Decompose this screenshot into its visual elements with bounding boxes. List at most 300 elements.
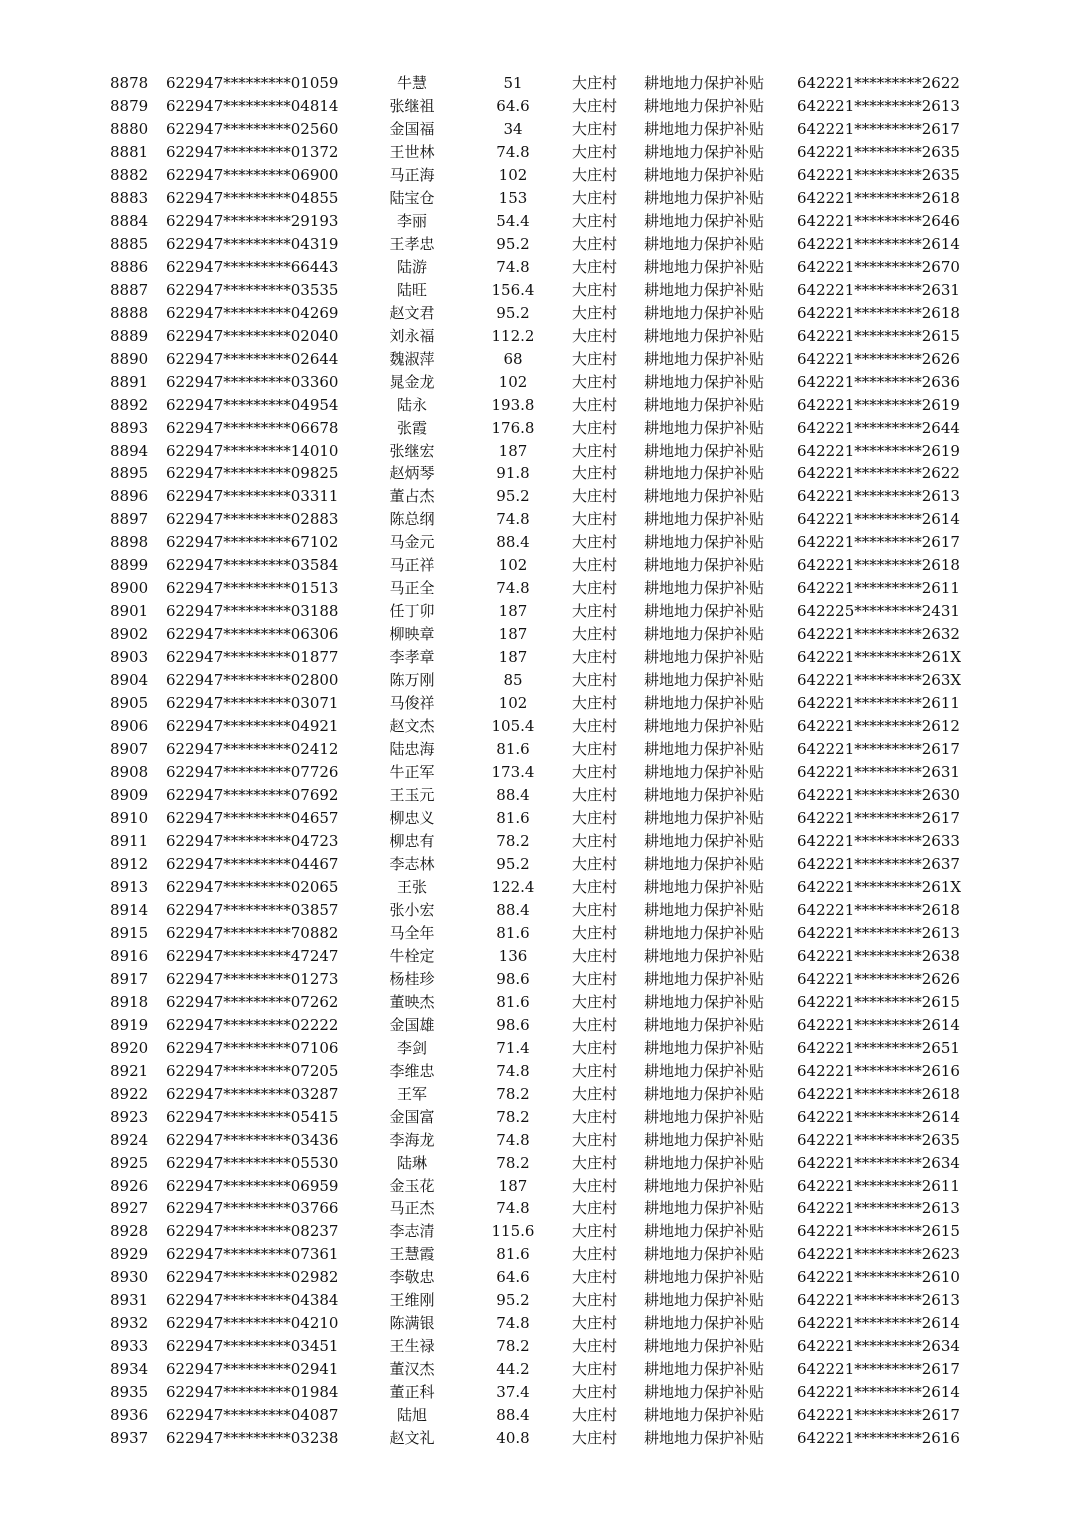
serial-number: 8883 <box>110 188 149 207</box>
serial-number: 8932 <box>110 1314 149 1333</box>
holder-name: 王军 <box>396 1084 427 1103</box>
village-name: 大庄村 <box>572 1153 618 1172</box>
table-row <box>0 761 1074 784</box>
subsidy-type: 耕地地力保护补贴 <box>644 464 765 483</box>
subsidy-amount: 88.4 <box>496 533 530 552</box>
subsidy-table <box>0 72 1074 1450</box>
table-row <box>0 417 1074 440</box>
account-number: 622947*********06306 <box>166 625 339 644</box>
id-number: 642221*********2632 <box>797 625 960 644</box>
holder-name: 赵文礼 <box>389 1429 435 1448</box>
village-name: 大庄村 <box>572 1314 618 1333</box>
serial-number: 8900 <box>110 579 149 598</box>
subsidy-amount: 115.6 <box>491 1222 535 1241</box>
subsidy-amount: 173.4 <box>491 763 535 782</box>
village-name: 大庄村 <box>572 1061 618 1080</box>
table-row <box>0 1312 1074 1335</box>
table-row <box>0 945 1074 968</box>
subsidy-type: 耕地地力保护补贴 <box>644 74 765 92</box>
account-number: 622947*********70882 <box>166 923 339 942</box>
holder-name: 金玉花 <box>389 1176 435 1195</box>
subsidy-amount: 64.6 <box>496 96 530 115</box>
village-name: 大庄村 <box>572 1383 618 1402</box>
account-number: 622947*********01273 <box>166 969 339 988</box>
subsidy-amount: 81.6 <box>496 1245 530 1264</box>
serial-number: 8895 <box>110 464 149 483</box>
serial-number: 8918 <box>110 992 149 1011</box>
serial-number: 8904 <box>110 671 149 690</box>
subsidy-amount: 88.4 <box>496 1406 530 1425</box>
subsidy-amount: 74.8 <box>496 510 530 529</box>
holder-name: 董占杰 <box>389 487 435 506</box>
id-number: 642221*********2651 <box>797 1038 960 1057</box>
table-row <box>0 440 1074 463</box>
table-row <box>0 118 1074 141</box>
village-name: 大庄村 <box>572 464 618 483</box>
holder-name: 牛慧 <box>396 74 427 92</box>
subsidy-type: 耕地地力保护补贴 <box>644 96 765 115</box>
holder-name: 杨桂珍 <box>389 969 435 988</box>
id-number: 642221*********2615 <box>797 1222 960 1241</box>
id-number: 642221*********2634 <box>797 1337 960 1356</box>
table-row <box>0 1175 1074 1198</box>
subsidy-type: 耕地地力保护补贴 <box>644 257 765 276</box>
table-row <box>0 1197 1074 1220</box>
subsidy-amount: 95.2 <box>496 303 530 322</box>
village-name: 大庄村 <box>572 188 618 207</box>
id-number: 642221*********2616 <box>797 1429 960 1448</box>
serial-number: 8910 <box>110 809 149 827</box>
table-row <box>0 830 1074 853</box>
subsidy-type: 耕地地力保护补贴 <box>644 1291 765 1310</box>
serial-number: 8891 <box>110 372 149 391</box>
table-row <box>0 233 1074 256</box>
account-number: 622947*********04954 <box>166 395 339 414</box>
subsidy-amount: 74.8 <box>496 1061 530 1080</box>
table-row <box>0 715 1074 738</box>
account-number: 622947*********04921 <box>166 717 339 736</box>
subsidy-amount: 136 <box>498 946 528 965</box>
table-row <box>0 394 1074 417</box>
holder-name: 张继祖 <box>389 96 435 115</box>
table-row <box>0 1335 1074 1358</box>
serial-number: 8931 <box>110 1291 149 1310</box>
id-number: 642221*********2631 <box>797 280 960 299</box>
subsidy-type: 耕地地力保护补贴 <box>644 717 765 736</box>
serial-number: 8878 <box>110 74 149 92</box>
village-name: 大庄村 <box>572 763 618 782</box>
village-name: 大庄村 <box>572 280 618 299</box>
subsidy-type: 耕地地力保护补贴 <box>644 900 765 919</box>
subsidy-type: 耕地地力保护补贴 <box>644 1107 765 1126</box>
account-number: 622947*********01984 <box>166 1383 339 1402</box>
village-name: 大庄村 <box>572 533 618 552</box>
account-number: 622947*********03311 <box>166 487 339 506</box>
village-name: 大庄村 <box>572 119 618 138</box>
serial-number: 8916 <box>110 946 149 965</box>
id-number: 642221*********2623 <box>797 1245 960 1264</box>
table-row <box>0 256 1074 279</box>
subsidy-type: 耕地地力保护补贴 <box>644 1360 765 1379</box>
serial-number: 8913 <box>110 877 149 896</box>
account-number: 622947*********07106 <box>166 1038 339 1057</box>
id-number: 642221*********2614 <box>797 1383 960 1402</box>
subsidy-type: 耕地地力保护补贴 <box>644 1383 765 1402</box>
serial-number: 8905 <box>110 694 149 713</box>
village-name: 大庄村 <box>572 96 618 115</box>
holder-name: 任丁卯 <box>389 602 435 621</box>
village-name: 大庄村 <box>572 831 618 850</box>
holder-name: 陈总纲 <box>389 510 435 529</box>
holder-name: 柳映章 <box>389 625 435 644</box>
subsidy-type: 耕地地力保护补贴 <box>644 877 765 896</box>
table-row <box>0 325 1074 348</box>
id-number: 642221*********2626 <box>797 969 960 988</box>
holder-name: 王玉元 <box>389 786 435 805</box>
account-number: 622947*********07692 <box>166 786 339 805</box>
subsidy-type: 耕地地力保护补贴 <box>644 165 765 184</box>
id-number: 642221*********2619 <box>797 395 960 414</box>
serial-number: 8915 <box>110 923 149 942</box>
account-number: 622947*********14010 <box>166 441 339 460</box>
holder-name: 王维刚 <box>389 1291 435 1310</box>
account-number: 622947*********04210 <box>166 1314 339 1333</box>
village-name: 大庄村 <box>572 510 618 529</box>
id-number: 642221*********2622 <box>797 74 960 92</box>
holder-name: 李志清 <box>389 1222 435 1241</box>
subsidy-amount: 78.2 <box>496 1107 530 1126</box>
account-number: 622947*********02222 <box>166 1015 339 1034</box>
subsidy-type: 耕地地力保护补贴 <box>644 533 765 552</box>
holder-name: 牛正军 <box>389 763 435 782</box>
subsidy-amount: 74.8 <box>496 1130 530 1149</box>
id-number: 642221*********263X <box>797 671 962 690</box>
table-row <box>0 577 1074 600</box>
subsidy-type: 耕地地力保护补贴 <box>644 694 765 713</box>
village-name: 大庄村 <box>572 1429 618 1448</box>
serial-number: 8922 <box>110 1084 149 1103</box>
subsidy-amount: 98.6 <box>496 969 530 988</box>
serial-number: 8880 <box>110 119 149 138</box>
holder-name: 马俊祥 <box>389 694 435 713</box>
village-name: 大庄村 <box>572 257 618 276</box>
holder-name: 李丽 <box>396 211 427 230</box>
subsidy-type: 耕地地力保护补贴 <box>644 854 765 873</box>
serial-number: 8884 <box>110 211 149 230</box>
account-number: 622947*********03584 <box>166 556 339 575</box>
holder-name: 金国福 <box>389 119 435 138</box>
serial-number: 8919 <box>110 1015 149 1034</box>
holder-name: 晁金龙 <box>389 372 435 391</box>
subsidy-type: 耕地地力保护补贴 <box>644 923 765 942</box>
table-row <box>0 1037 1074 1060</box>
subsidy-type: 耕地地力保护补贴 <box>644 648 765 667</box>
serial-number: 8926 <box>110 1176 149 1195</box>
account-number: 622947*********02982 <box>166 1268 339 1287</box>
subsidy-amount: 95.2 <box>496 1291 530 1310</box>
village-name: 大庄村 <box>572 1176 618 1195</box>
serial-number: 8927 <box>110 1199 149 1218</box>
id-number: 642221*********2633 <box>797 831 960 850</box>
subsidy-amount: 64.6 <box>496 1268 530 1287</box>
table-row <box>0 968 1074 991</box>
subsidy-amount: 74.8 <box>496 257 530 276</box>
holder-name: 李孝章 <box>389 648 435 667</box>
subsidy-type: 耕地地力保护补贴 <box>644 946 765 965</box>
holder-name: 陆游 <box>396 257 427 276</box>
serial-number: 8893 <box>110 418 149 437</box>
holder-name: 李海龙 <box>389 1130 435 1149</box>
subsidy-type: 耕地地力保护补贴 <box>644 510 765 529</box>
holder-name: 陆忠海 <box>389 740 435 759</box>
id-number: 642221*********2646 <box>797 211 960 230</box>
table-row <box>0 669 1074 692</box>
id-number: 642221*********261X <box>797 877 962 896</box>
table-row <box>0 164 1074 187</box>
serial-number: 8886 <box>110 257 149 276</box>
serial-number: 8934 <box>110 1360 149 1379</box>
subsidy-amount: 78.2 <box>496 831 530 850</box>
subsidy-amount: 78.2 <box>496 1337 530 1356</box>
account-number: 622947*********02800 <box>166 671 339 690</box>
subsidy-amount: 187 <box>498 648 528 667</box>
holder-name: 董汉杰 <box>389 1360 435 1379</box>
serial-number: 8885 <box>110 234 149 253</box>
village-name: 大庄村 <box>572 1222 618 1241</box>
subsidy-type: 耕地地力保护补贴 <box>644 969 765 988</box>
id-number: 642221*********2617 <box>797 809 960 827</box>
account-number: 622947*********02644 <box>166 349 339 368</box>
village-name: 大庄村 <box>572 556 618 575</box>
serial-number: 8937 <box>110 1429 149 1448</box>
village-name: 大庄村 <box>572 694 618 713</box>
id-number: 642221*********2618 <box>797 556 960 575</box>
account-number: 622947*********03436 <box>166 1130 339 1149</box>
holder-name: 赵炳琴 <box>389 464 435 483</box>
village-name: 大庄村 <box>572 1015 618 1034</box>
serial-number: 8899 <box>110 556 149 575</box>
holder-name: 刘永福 <box>389 326 435 345</box>
subsidy-amount: 37.4 <box>496 1383 530 1402</box>
id-number: 642221*********2614 <box>797 1107 960 1126</box>
village-name: 大庄村 <box>572 648 618 667</box>
subsidy-amount: 105.4 <box>491 717 535 736</box>
subsidy-type: 耕地地力保护补贴 <box>644 1061 765 1080</box>
subsidy-amount: 102 <box>498 165 528 184</box>
serial-number: 8914 <box>110 900 149 919</box>
subsidy-type: 耕地地力保护补贴 <box>644 234 765 253</box>
table-row <box>0 600 1074 623</box>
holder-name: 李敬忠 <box>389 1268 435 1287</box>
id-number: 642221*********2617 <box>797 740 960 759</box>
serial-number: 8907 <box>110 740 149 759</box>
village-name: 大庄村 <box>572 349 618 368</box>
village-name: 大庄村 <box>572 418 618 437</box>
account-number: 622947*********03071 <box>166 694 339 713</box>
table-row <box>0 922 1074 945</box>
account-number: 622947*********02065 <box>166 877 339 896</box>
subsidy-type: 耕地地力保护补贴 <box>644 1199 765 1218</box>
village-name: 大庄村 <box>572 1406 618 1425</box>
holder-name: 马金元 <box>389 533 435 552</box>
village-name: 大庄村 <box>572 1038 618 1057</box>
id-number: 642221*********2611 <box>797 1176 960 1195</box>
table-row <box>0 1220 1074 1243</box>
village-name: 大庄村 <box>572 234 618 253</box>
serial-number: 8889 <box>110 326 149 345</box>
holder-name: 张霞 <box>396 418 427 437</box>
account-number: 622947*********07205 <box>166 1061 339 1080</box>
id-number: 642221*********2615 <box>797 992 960 1011</box>
subsidy-amount: 85 <box>503 671 523 690</box>
account-number: 622947*********02412 <box>166 740 339 759</box>
subsidy-type: 耕地地力保护补贴 <box>644 395 765 414</box>
subsidy-type: 耕地地力保护补贴 <box>644 303 765 322</box>
subsidy-amount: 71.4 <box>496 1038 530 1057</box>
table-row <box>0 531 1074 554</box>
holder-name: 董映杰 <box>389 992 435 1011</box>
id-number: 642221*********2618 <box>797 1084 960 1103</box>
subsidy-type: 耕地地力保护补贴 <box>644 1406 765 1425</box>
subsidy-amount: 44.2 <box>496 1360 530 1379</box>
account-number: 622947*********04657 <box>166 809 339 827</box>
table-row <box>0 807 1074 830</box>
id-number: 642221*********2618 <box>797 188 960 207</box>
account-number: 622947*********04269 <box>166 303 339 322</box>
subsidy-type: 耕地地力保护补贴 <box>644 809 765 827</box>
account-number: 622947*********03451 <box>166 1337 339 1356</box>
id-number: 642221*********2631 <box>797 763 960 782</box>
serial-number: 8887 <box>110 280 149 299</box>
holder-name: 王孝忠 <box>389 234 435 253</box>
holder-name: 柳忠有 <box>389 831 435 850</box>
table-row <box>0 371 1074 394</box>
holder-name: 陆宝仓 <box>389 188 435 207</box>
table-row <box>0 485 1074 508</box>
holder-name: 张继宏 <box>389 441 435 460</box>
holder-name: 张小宏 <box>389 900 435 919</box>
account-number: 622947*********01877 <box>166 648 339 667</box>
id-number: 642221*********2614 <box>797 1015 960 1034</box>
account-number: 622947*********03535 <box>166 280 339 299</box>
holder-name: 李维忠 <box>389 1061 435 1080</box>
serial-number: 8924 <box>110 1130 149 1149</box>
subsidy-amount: 81.6 <box>496 809 530 827</box>
table-row <box>0 899 1074 922</box>
id-number: 642221*********2613 <box>797 923 960 942</box>
account-number: 622947*********07726 <box>166 763 339 782</box>
table-row <box>0 141 1074 164</box>
serial-number: 8925 <box>110 1153 149 1172</box>
serial-number: 8921 <box>110 1061 149 1080</box>
serial-number: 8903 <box>110 648 149 667</box>
subsidy-amount: 98.6 <box>496 1015 530 1034</box>
table-row <box>0 95 1074 118</box>
account-number: 622947*********06959 <box>166 1176 339 1195</box>
village-name: 大庄村 <box>572 854 618 873</box>
subsidy-amount: 187 <box>498 441 528 460</box>
table-row <box>0 646 1074 669</box>
table-row <box>0 1266 1074 1289</box>
id-number: 642221*********2618 <box>797 900 960 919</box>
subsidy-amount: 156.4 <box>491 280 535 299</box>
table-row <box>0 1243 1074 1266</box>
holder-name: 陆永 <box>396 395 427 414</box>
account-number: 622947*********06900 <box>166 165 339 184</box>
village-name: 大庄村 <box>572 717 618 736</box>
id-number: 642221*********2636 <box>797 372 960 391</box>
table-row <box>0 692 1074 715</box>
serial-number: 8936 <box>110 1406 149 1425</box>
holder-name: 金国富 <box>389 1107 435 1126</box>
table-row <box>0 1289 1074 1312</box>
id-number: 642221*********2612 <box>797 717 960 736</box>
subsidy-amount: 112.2 <box>491 326 535 345</box>
subsidy-type: 耕地地力保护补贴 <box>644 763 765 782</box>
account-number: 622947*********03287 <box>166 1084 339 1103</box>
subsidy-type: 耕地地力保护补贴 <box>644 1176 765 1195</box>
holder-name: 柳忠义 <box>389 809 435 827</box>
village-name: 大庄村 <box>572 487 618 506</box>
serial-number: 8908 <box>110 763 149 782</box>
subsidy-type: 耕地地力保护补贴 <box>644 372 765 391</box>
subsidy-amount: 40.8 <box>496 1429 530 1448</box>
subsidy-amount: 74.8 <box>496 1314 530 1333</box>
account-number: 622947*********04814 <box>166 96 339 115</box>
holder-name: 马正海 <box>389 165 435 184</box>
id-number: 642221*********2617 <box>797 1406 960 1425</box>
holder-name: 陆旺 <box>396 280 427 299</box>
subsidy-type: 耕地地力保护补贴 <box>644 602 765 621</box>
serial-number: 8930 <box>110 1268 149 1287</box>
account-number: 622947*********04384 <box>166 1291 339 1310</box>
subsidy-amount: 88.4 <box>496 900 530 919</box>
holder-name: 马正全 <box>389 579 435 598</box>
id-number: 642221*********2670 <box>797 257 960 276</box>
account-number: 622947*********01372 <box>166 142 339 161</box>
subsidy-amount: 102 <box>498 556 528 575</box>
id-number: 642221*********2617 <box>797 1360 960 1379</box>
holder-name: 马正祥 <box>389 556 435 575</box>
table-row <box>0 210 1074 233</box>
id-number: 642221*********2619 <box>797 441 960 460</box>
village-name: 大庄村 <box>572 877 618 896</box>
account-number: 622947*********04855 <box>166 188 339 207</box>
account-number: 622947*********07262 <box>166 992 339 1011</box>
serial-number: 8902 <box>110 625 149 644</box>
village-name: 大庄村 <box>572 602 618 621</box>
id-number: 642221*********2630 <box>797 786 960 805</box>
account-number: 622947*********02883 <box>166 510 339 529</box>
serial-number: 8890 <box>110 349 149 368</box>
village-name: 大庄村 <box>572 74 618 92</box>
id-number: 642221*********2637 <box>797 854 960 873</box>
account-number: 622947*********06678 <box>166 418 339 437</box>
subsidy-amount: 91.8 <box>496 464 530 483</box>
serial-number: 8892 <box>110 395 149 414</box>
id-number: 642221*********2638 <box>797 946 960 965</box>
subsidy-amount: 95.2 <box>496 854 530 873</box>
subsidy-amount: 34 <box>503 119 523 138</box>
village-name: 大庄村 <box>572 992 618 1011</box>
holder-name: 陈万刚 <box>389 671 435 690</box>
subsidy-type: 耕地地力保护补贴 <box>644 211 765 230</box>
subsidy-amount: 122.4 <box>491 877 535 896</box>
holder-name: 王生禄 <box>389 1337 435 1356</box>
subsidy-amount: 51 <box>503 74 523 92</box>
serial-number: 8923 <box>110 1107 149 1126</box>
account-number: 622947*********04467 <box>166 854 339 873</box>
